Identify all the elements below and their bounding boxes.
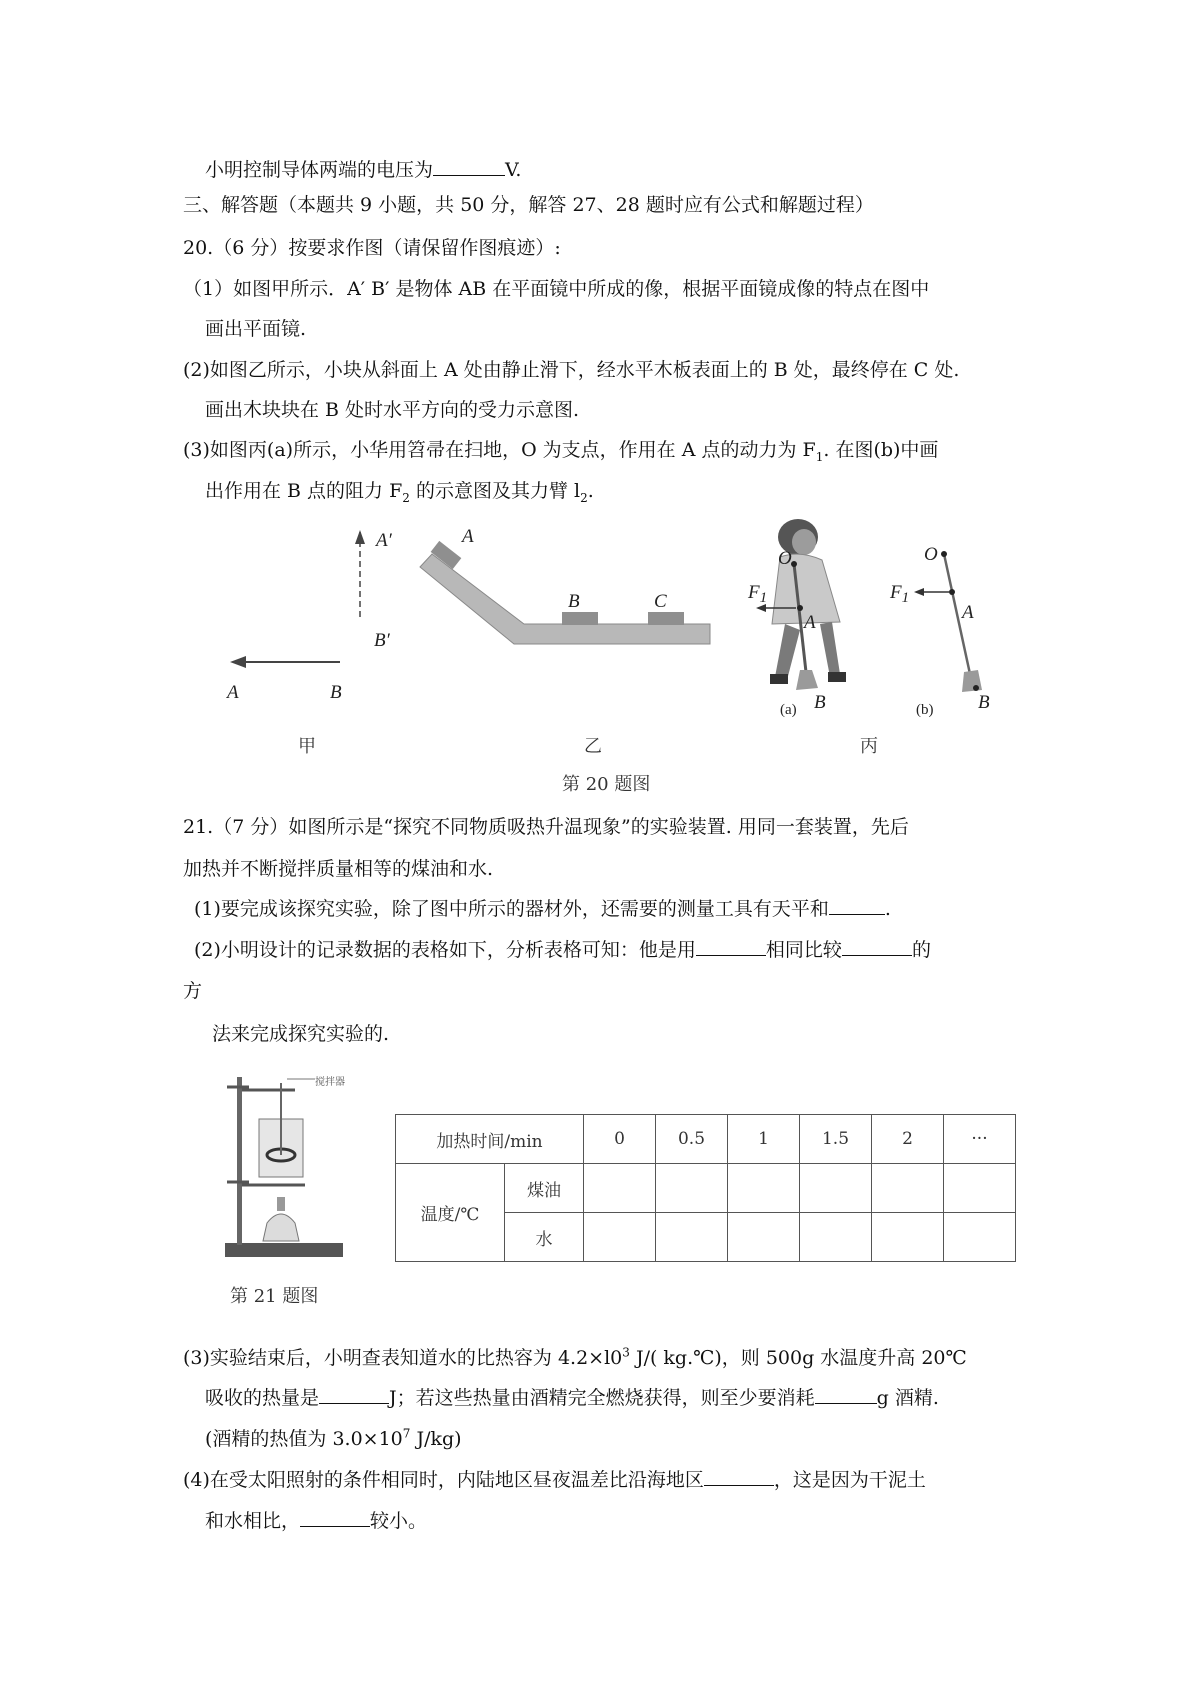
table-cell: 0.5 <box>656 1115 728 1164</box>
q21-line2: 加热并不断搅拌质量相等的煤油和水. <box>183 858 494 880</box>
fig-bing-b <box>889 544 990 718</box>
q20-part2-line1: (2)如图乙所示，小块从斜面上 A 处由静止滑下，经水平木板表面上的 B 处，最终停在 C 处. <box>183 359 960 381</box>
section-heading: 三、解答题（本题共 9 小题，共 50 分，解答 27、28 题时应有公式和解题过程） <box>183 194 874 216</box>
table-cell: 1 <box>728 1115 800 1164</box>
data-table <box>395 1114 1016 1262</box>
block-B <box>562 612 598 625</box>
label-O-b: O <box>924 544 938 565</box>
label-b: (b) <box>916 702 934 718</box>
label-A: A <box>227 682 239 703</box>
answer-blank[interactable] <box>696 937 766 956</box>
stirrer-label: 搅拌器 <box>315 1077 345 1088</box>
water-header: 水 <box>505 1213 584 1262</box>
q21-part3-line3: (酒精的热值为 $3.0\times 10^7$ J/kg) <box>205 1426 462 1450</box>
caption-jia: 甲 <box>298 736 316 757</box>
table-cell[interactable] <box>728 1213 800 1262</box>
kerosene-header: 煤油 <box>505 1164 584 1213</box>
figure-21-title: 第 21 题图 <box>230 1286 319 1307</box>
q21-part2: (2)小明设计的记录数据的表格如下，分析表格可知：他是用 相同比较 的 <box>194 939 931 961</box>
table-cell[interactable] <box>872 1213 944 1262</box>
figure-20-title: 第 20 题图 <box>562 774 651 795</box>
label-B: B <box>330 682 342 703</box>
q20-part1-line1: （1）如图甲所示．A′ B′ 是物体 AB 在平面镜中所成的像，根据平面镜成像的特点在图中 <box>183 278 930 300</box>
q21-part3-line1: (3)实验结束后，小明查表知道水的比热容为 $4.2\times l0^3$ J/( kg.℃)，则 500g 水温度升高 20℃ <box>183 1345 967 1369</box>
label-incline-B: B <box>568 591 580 612</box>
table-cell[interactable] <box>944 1164 1016 1213</box>
table-row <box>396 1164 1016 1213</box>
label-B-prime: B′ <box>374 630 390 651</box>
table-cell[interactable] <box>728 1164 800 1213</box>
answer-blank[interactable] <box>319 1385 389 1404</box>
fig-bing-a <box>747 519 878 757</box>
table-cell: 2 <box>872 1115 944 1164</box>
q21-part3-line2: 吸收的热量是 J；若这些热量由酒精完全燃烧获得，则至少要消耗 g 酒精. <box>205 1387 939 1409</box>
table-cell: 1.5 <box>800 1115 872 1164</box>
q21-part2-line2: 法来完成探究实验的. <box>212 1023 390 1045</box>
caption-yi: 乙 <box>584 736 602 757</box>
label-A-a: A <box>804 612 816 633</box>
figure-21 <box>215 1065 365 1310</box>
label-O-a: O <box>778 548 792 569</box>
answer-blank[interactable] <box>704 1467 774 1486</box>
label-F1-b: $F_1$ <box>890 582 910 606</box>
text-line-voltage: 小明控制导体两端的电压为 V. <box>205 159 522 181</box>
q21-part4-line1: (4)在受太阳照射的条件相同时，内陆地区昼夜温差比沿海地区 ，这是因为干泥土 <box>183 1469 926 1491</box>
q21-line1: 21.（7 分）如图所示是“探究不同物质吸热升温现象”的实验装置. 用同一套装置，先后 <box>183 816 909 838</box>
label-B-b: B <box>978 692 990 713</box>
q20-part2-line2: 画出木块块在 B 处时水平方向的受力示意图. <box>205 399 580 421</box>
answer-blank[interactable] <box>842 937 912 956</box>
figure-20 <box>200 512 1030 797</box>
block-C <box>648 612 684 625</box>
q20-part3-line1: (3)如图丙(a)所示，小华用笤帚在扫地，O 为支点，作用在 A 点的动力为 $F_1$. 在图(b)中画 <box>183 439 939 464</box>
q21-part4-line2: 和水相比， 较小。 <box>205 1510 428 1532</box>
q21-part2-wrap: 方 <box>183 980 203 1002</box>
answer-blank[interactable] <box>300 1508 370 1527</box>
table-cell[interactable] <box>944 1213 1016 1262</box>
table-cell: 0 <box>584 1115 656 1164</box>
table-cell[interactable] <box>800 1164 872 1213</box>
label-incline-A: A <box>462 526 474 547</box>
answer-blank[interactable] <box>815 1385 877 1404</box>
voltage-question: 小明控制导体两端的电压为 <box>205 159 434 181</box>
table-cell[interactable] <box>656 1164 728 1213</box>
label-A-prime: A′ <box>376 530 392 551</box>
label-A-b: A <box>962 602 974 623</box>
time-header: 加热时间/min <box>396 1115 584 1164</box>
table-cell[interactable] <box>656 1213 728 1262</box>
q21-part1: (1)要完成该探究实验，除了图中所示的器材外，还需要的测量工具有天平和 . <box>194 898 891 920</box>
table-cell: ··· <box>944 1115 1016 1164</box>
q20-heading: 20.（6 分）按要求作图（请保留作图痕迹）: <box>183 237 561 259</box>
label-a: (a) <box>780 702 797 718</box>
fig-jia <box>225 530 393 757</box>
table-cell[interactable] <box>872 1164 944 1213</box>
fig-yi <box>420 526 710 757</box>
table-cell[interactable] <box>584 1164 656 1213</box>
caption-bing: 丙 <box>860 736 878 757</box>
table-cell[interactable] <box>800 1213 872 1262</box>
label-F1-a: $F_1$ <box>748 582 768 606</box>
label-incline-C: C <box>654 591 667 612</box>
table-row <box>396 1115 1016 1164</box>
table-cell[interactable] <box>584 1213 656 1262</box>
answer-blank[interactable] <box>829 896 885 915</box>
temp-header: 温度/℃ <box>396 1164 505 1262</box>
q20-part1-line2: 画出平面镜. <box>205 318 307 340</box>
label-B-a: B <box>814 692 826 713</box>
answer-blank[interactable] <box>433 157 505 176</box>
q20-part3-line2: 出作用在 B 点的阻力 $F_2$ 的示意图及其力臂 $l_2$. <box>205 480 594 505</box>
